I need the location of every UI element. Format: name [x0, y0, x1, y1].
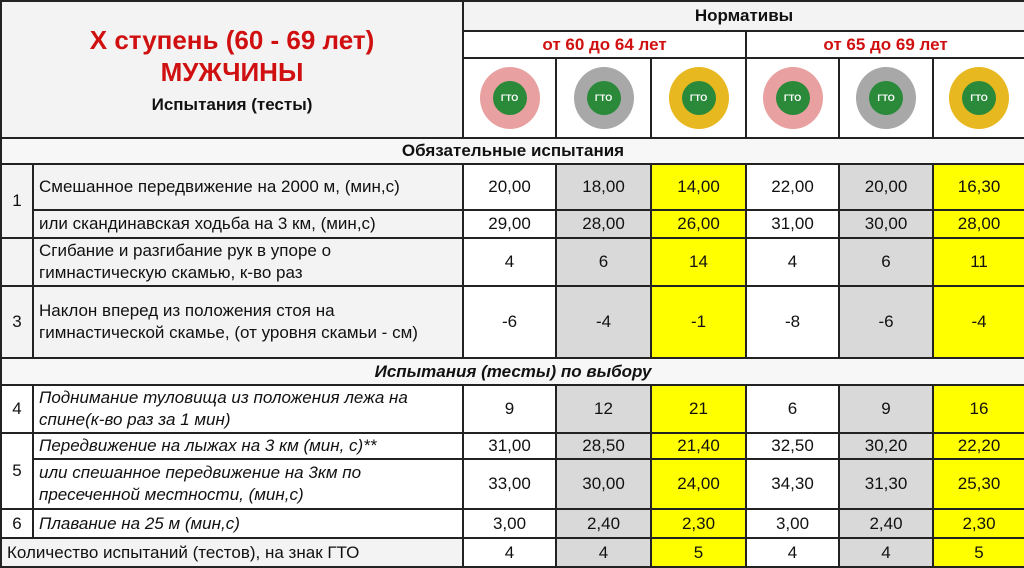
norm-value: 4 — [746, 238, 839, 286]
norm-value: 2,30 — [933, 509, 1024, 538]
norm-value: 3,00 — [746, 509, 839, 538]
total-value: 4 — [463, 538, 556, 567]
table-row — [1, 509, 1024, 538]
norm-value: 26,00 — [651, 210, 746, 238]
test-name: Поднимание туловища из положения лежа на спине(к-во раз за 1 мин) — [33, 385, 463, 433]
row-number: 5 — [1, 433, 33, 509]
total-value: 5 — [933, 538, 1024, 567]
test-name: или спешанное передвижение на 3км по пресеченной местности, (мин,с) — [33, 459, 463, 509]
total-value: 4 — [746, 538, 839, 567]
norm-value: 21 — [651, 385, 746, 433]
norm-value: 16,30 — [933, 164, 1024, 210]
norm-value: 9 — [839, 385, 933, 433]
stage-title: X ступень (60 - 69 лет) — [89, 24, 375, 55]
row-number: 6 — [1, 509, 33, 538]
silver-badge-icon: ГТО — [856, 67, 916, 129]
norm-value: -6 — [839, 286, 933, 358]
norm-value: 31,30 — [839, 459, 933, 509]
norm-value: 31,00 — [746, 210, 839, 238]
norm-value: 30,00 — [839, 210, 933, 238]
row-number — [1, 238, 33, 286]
test-name: или скандинавская ходьба на 3 км, (мин,с) — [33, 210, 463, 238]
norm-value: 21,40 — [651, 433, 746, 459]
table-row — [1, 238, 1024, 286]
table-row — [1, 433, 1024, 459]
gender-title: МУЖЧИНЫ — [160, 56, 304, 87]
badge-cell — [746, 58, 839, 138]
norm-value: 30,20 — [839, 433, 933, 459]
age-group-60-64: от 60 до 64 лет — [463, 31, 746, 58]
norm-value: 6 — [746, 385, 839, 433]
norm-value: 24,00 — [651, 459, 746, 509]
badge-cell — [463, 58, 556, 138]
total-value: 4 — [556, 538, 651, 567]
section-optional: Испытания (тесты) по выбору — [1, 358, 1024, 385]
norm-value: 32,50 — [746, 433, 839, 459]
norm-value: -8 — [746, 286, 839, 358]
table-title-cell — [1, 1, 463, 138]
norm-value: -4 — [556, 286, 651, 358]
row-number: 1 — [1, 164, 33, 238]
age-group-65-69: от 65 до 69 лет — [746, 31, 1024, 58]
badge-cell — [839, 58, 933, 138]
norm-value: 18,00 — [556, 164, 651, 210]
norm-value: 6 — [556, 238, 651, 286]
tests-label: Испытания (тесты) — [151, 94, 313, 114]
test-name: Плавание на 25 м (мин,с) — [33, 509, 463, 538]
silver-badge-icon: ГТО — [574, 67, 634, 129]
test-name: Смешанное передвижение на 2000 м, (мин,с) — [33, 164, 463, 210]
norm-value: 20,00 — [839, 164, 933, 210]
row-number: 3 — [1, 286, 33, 358]
norm-value: 31,00 — [463, 433, 556, 459]
norm-value: -6 — [463, 286, 556, 358]
gold-badge-icon: ГТО — [949, 67, 1009, 129]
norm-value: 30,00 — [556, 459, 651, 509]
gold-badge-icon: ГТО — [669, 67, 729, 129]
norms-header: Нормативы — [463, 1, 1024, 31]
row-number: 4 — [1, 385, 33, 433]
norm-value: -1 — [651, 286, 746, 358]
bronze-badge-icon: ГТО — [480, 67, 540, 129]
table-row — [1, 385, 1024, 433]
norm-value: -4 — [933, 286, 1024, 358]
norm-value: 14,00 — [651, 164, 746, 210]
norm-value: 2,40 — [556, 509, 651, 538]
norm-value: 2,30 — [651, 509, 746, 538]
table-row — [1, 459, 1024, 509]
norm-value: 9 — [463, 385, 556, 433]
norm-value: 34,30 — [746, 459, 839, 509]
table-row — [1, 286, 1024, 358]
norm-value: 22,00 — [746, 164, 839, 210]
norm-value: 14 — [651, 238, 746, 286]
norm-value: 12 — [556, 385, 651, 433]
test-name: Наклон вперед из положения стоя на гимнастической скамье, (от уровня скамьи - см) — [33, 286, 463, 358]
norm-value: 6 — [839, 238, 933, 286]
norm-value: 20,00 — [463, 164, 556, 210]
norm-value: 4 — [463, 238, 556, 286]
total-value: 5 — [651, 538, 746, 567]
norm-value: 2,40 — [839, 509, 933, 538]
badge-cell — [556, 58, 651, 138]
badge-cell — [933, 58, 1024, 138]
test-name: Передвижение на лыжах на 3 км (мин, с)** — [33, 433, 463, 459]
norm-value: 25,30 — [933, 459, 1024, 509]
badge-cell — [651, 58, 746, 138]
norm-value: 22,20 — [933, 433, 1024, 459]
norm-value: 33,00 — [463, 459, 556, 509]
test-name: Сгибание и разгибание рук в упоре о гимнастическую скамью, к-во раз — [33, 238, 463, 286]
norm-value: 28,00 — [556, 210, 651, 238]
bronze-badge-icon: ГТО — [763, 67, 823, 129]
total-label: Количество испытаний (тестов), на знак ГТО — [1, 538, 463, 567]
section-mandatory: Обязательные испытания — [1, 138, 1024, 164]
norm-value: 29,00 — [463, 210, 556, 238]
table-row — [1, 210, 1024, 238]
norm-value: 28,00 — [933, 210, 1024, 238]
norm-value: 3,00 — [463, 509, 556, 538]
total-value: 4 — [839, 538, 933, 567]
norm-value: 16 — [933, 385, 1024, 433]
norm-value: 28,50 — [556, 433, 651, 459]
table-row — [1, 164, 1024, 210]
norm-value: 11 — [933, 238, 1024, 286]
